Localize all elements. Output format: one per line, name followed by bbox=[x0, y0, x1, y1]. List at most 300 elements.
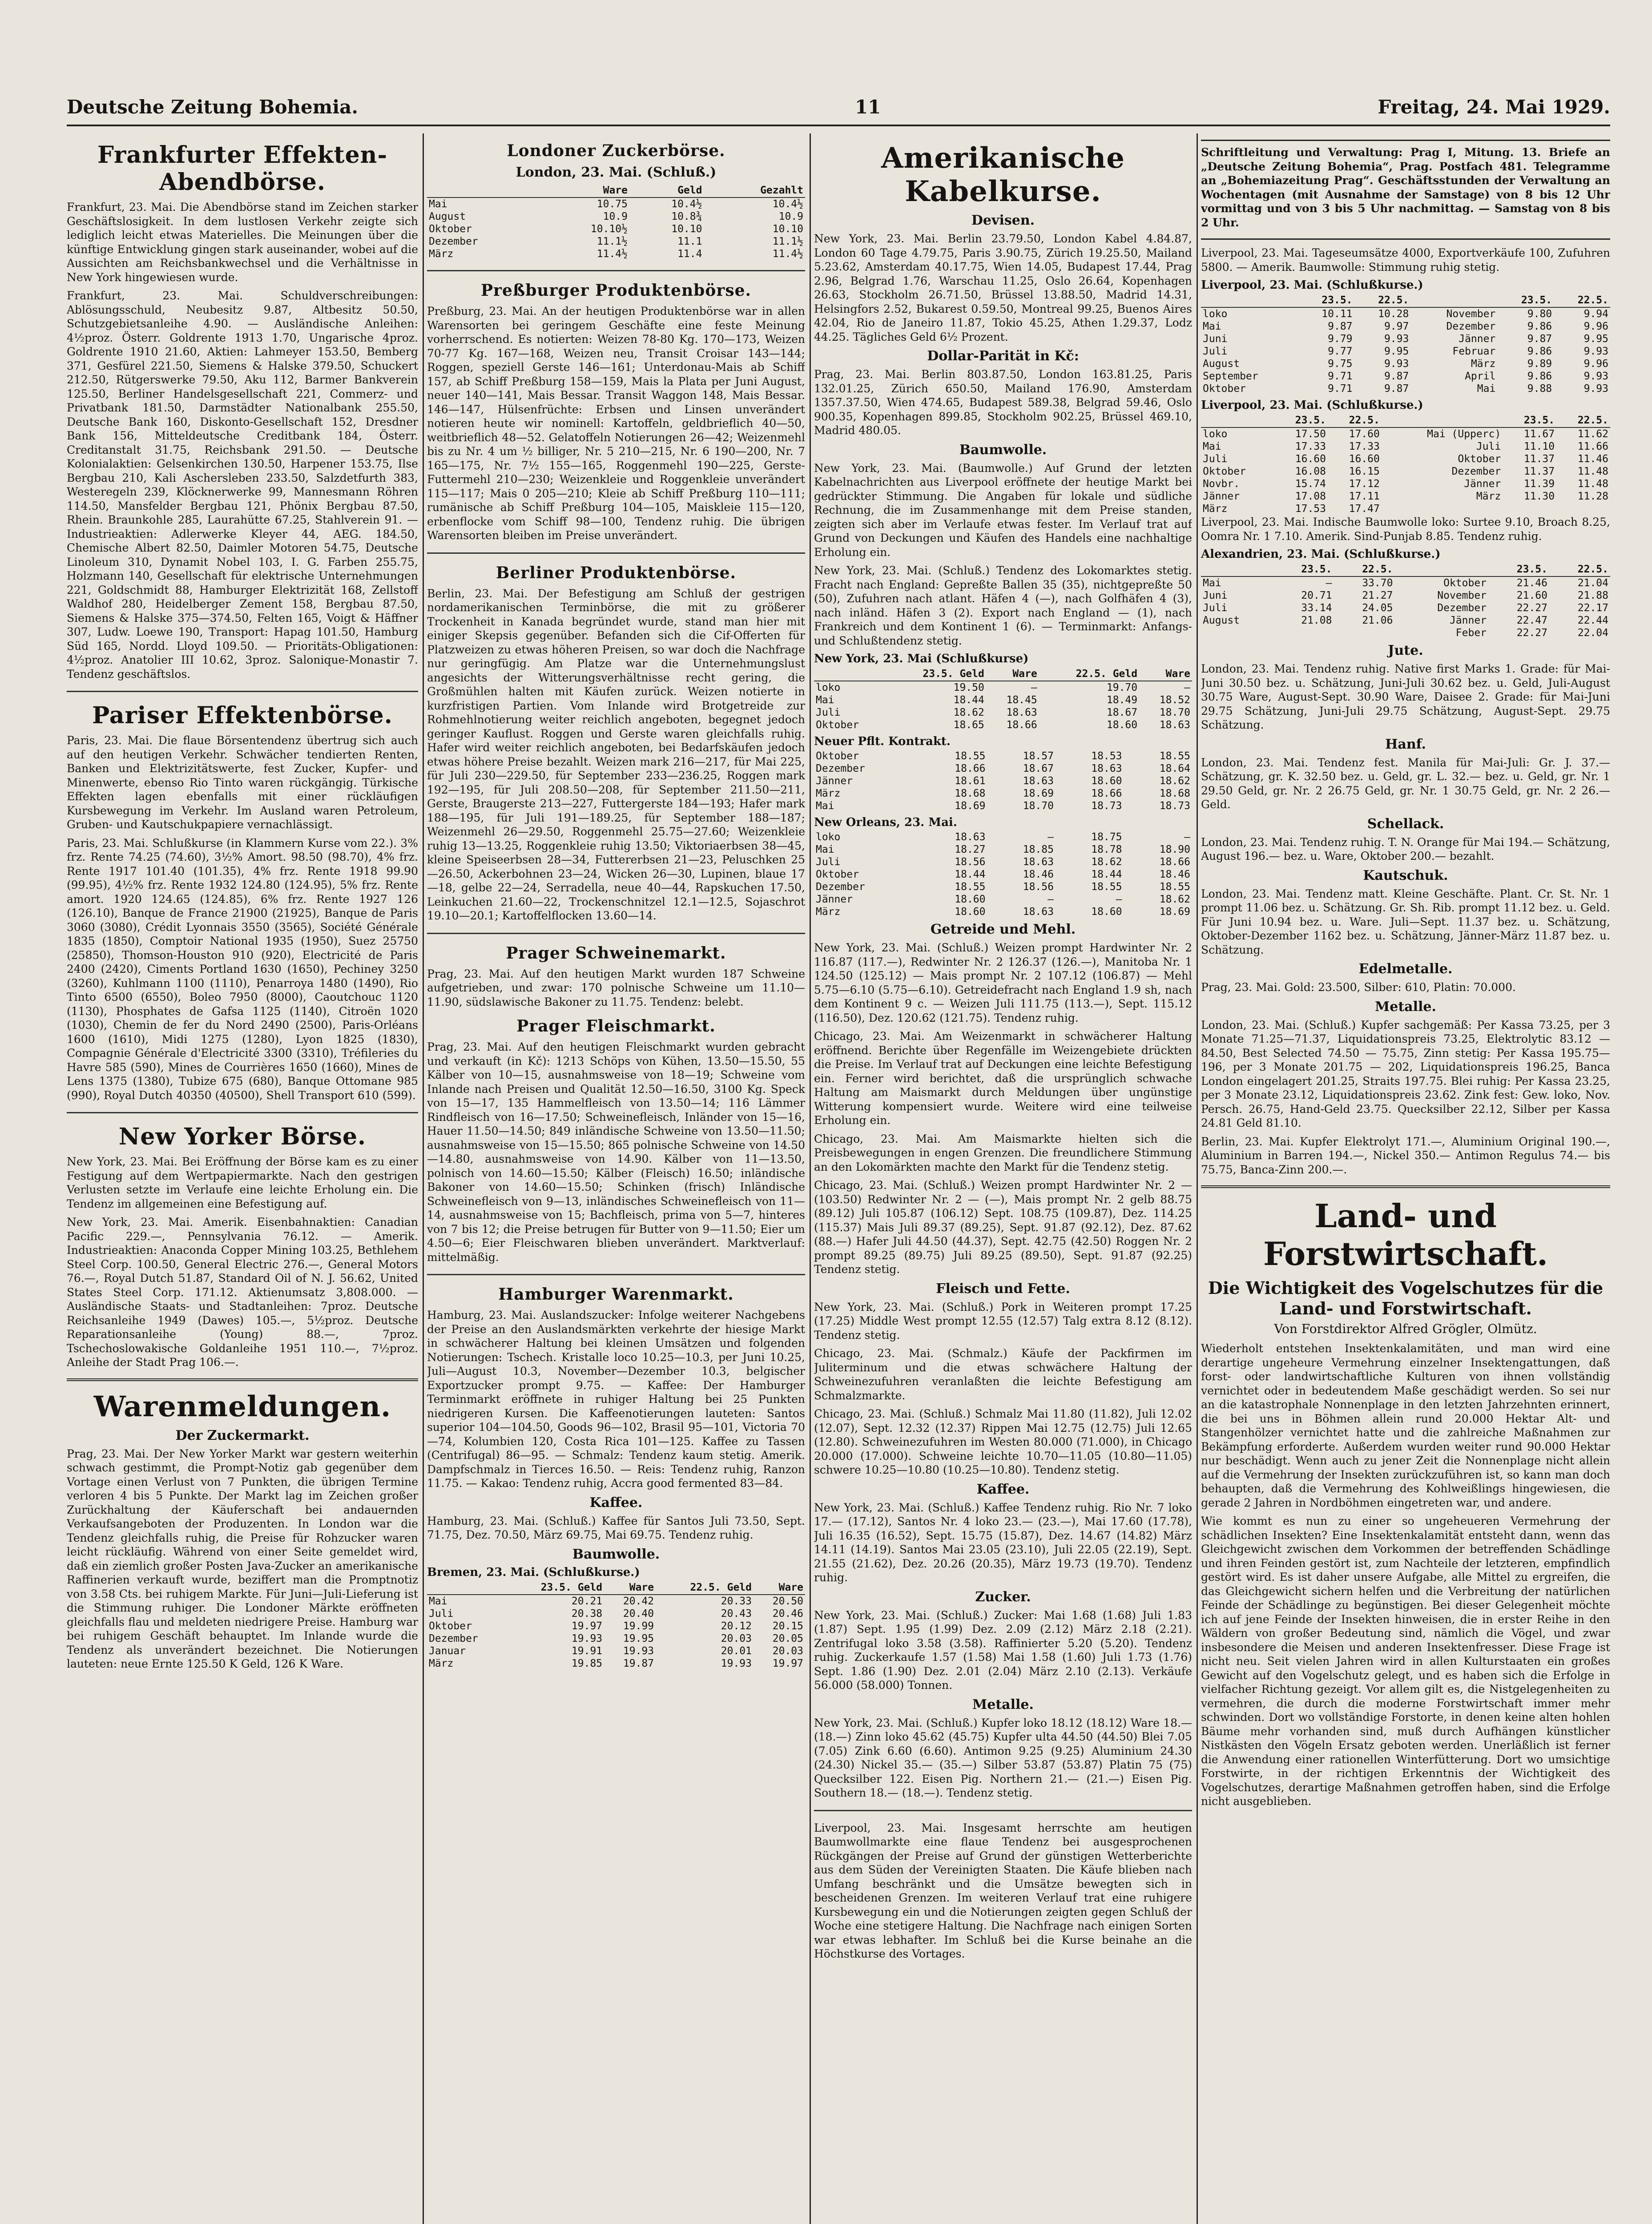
article-text: New York, 23. Mai. (Schluß.) Zucker: Mai 1.68 (1.68) Juli 1.83 (1.87) Sept. 1.95 (1.99) Dez. 2.09 (2.12) März 2.18 (2.21). Zentrifugal loko 3.58 (3.58). Raffinierter 5.20 (5.20). Tendenz ruhig. Zuckerkaufe 1.57 (1.58) Mai 1.58 (1.60) Juli 1.73 (1.76) Sept. 1.86 (1.90) Dez. 2.01 (2.04) März 2.10 (2.13). Verkäufe 56.000 (58.000) Tonnen. bbox=[814, 1608, 1192, 1692]
table-cell: 11.39 bbox=[1523, 478, 1555, 490]
table-cell: 21.88 bbox=[1577, 590, 1608, 601]
table-cell: 18.68 bbox=[1159, 788, 1190, 799]
table-cell: 9.94 bbox=[1584, 308, 1608, 320]
table-header-cell bbox=[427, 184, 542, 197]
table-cell: 11.48 bbox=[1577, 466, 1608, 477]
table-row bbox=[1201, 589, 1610, 602]
table-cell: 10.75 bbox=[596, 198, 628, 210]
table-cell: Juli bbox=[1203, 346, 1228, 357]
table-cell: Juni bbox=[1203, 590, 1228, 601]
article-text: Chicago, 23. Mai. (Schluß.) Schmalz Mai 11.80 (11.82), Juli 12.02 (12.07), Sept. 12.32 (12.37) Rippen Mai 12.75 (12.75) Juli 12.65 (12.80). Schweinezufuhren im Westen 80.000 (71.000), in Chicago 20.000 (17.000). Schweine leichte 10.70—11.05 (10.80—11.05) schwere 10.25—10.80 (10.25—10.80). Tendenz stetig. bbox=[814, 1407, 1192, 1476]
subsection-title: Dollar-Parität in Kč: bbox=[927, 348, 1079, 364]
table-cell: Jänner bbox=[1449, 615, 1487, 626]
article-text: Liverpool, 23. Mai. Tageseumsätze 4000, Exportverkäufe 100, Zufuhren 5800. — Amerik. Baumwolle: Stimmung ruhig stetig. bbox=[1201, 246, 1610, 274]
table-cell: 17.08 bbox=[1295, 491, 1326, 502]
table-cell: November bbox=[1437, 590, 1487, 601]
divider bbox=[67, 1378, 418, 1381]
article-text: London, 23. Mai. Tendenz matt. Kleine Geschäfte. Plant. Cr. St. Nr. 1 prompt 11.06 bez. u. Schätzung. Gr. Sh. Rib. prompt 11.12 bez. u. Geld. Für Juni 10.94 bez. u. Ware. Juli—Sept. 11.37 bez. u. Schätzung, Oktober-Dezember 1162 bez. u. Schätzung, Jänner-März 11.87 bez. u. Schätzung. bbox=[1201, 887, 1610, 956]
table-cell: 20.43 bbox=[721, 1608, 752, 1620]
column-3 bbox=[814, 133, 1192, 2224]
table-row bbox=[814, 831, 1192, 843]
article-text: Chicago, 23. Mai. (Schluß.) Weizen prompt Hardwinter Nr. 2 — (103.50) Redwinter Nr. 2 — (—), Mais prompt Nr. 2 gelb 88.75 (89.12) Juli 105.87 (106.12) Sept. 108.75 (109.87), Dez. 114.25 (115.37) Mais Juli 89.37 (89.25), Sept. 91.87 (92.12), Dez. 87.62 (88.—) Hafer Juli 44.50 (44.37), Sept. 42.75 (42.50) Roggen Nr. 2 prompt 89.25 (89.75) Juli 89.25 (89.50), Sept. 91.87 (92.25) Tendenz stetig. bbox=[814, 1179, 1192, 1276]
table-cell: 11.4 bbox=[677, 248, 702, 260]
section-title-paris: Pariser Effektenbörse. bbox=[92, 702, 393, 729]
table-row bbox=[814, 856, 1192, 868]
article-text: Chicago, 23. Mai. (Schmalz.) Käufe der Packfirmen im Juliterminum und die etwas schwächere Haltung der Schweinezufuhren veranlaßten die leichte Befestigung am Schmalzmarkte. bbox=[814, 1347, 1192, 1402]
table-cell: 15.74 bbox=[1295, 478, 1326, 490]
table-cell: Mai bbox=[1203, 577, 1221, 589]
table-header-cell: Geld bbox=[629, 184, 704, 197]
table-cell: 16.15 bbox=[1349, 466, 1380, 477]
table-cell: 18.61 bbox=[955, 775, 986, 787]
section-title-fleisch: Prager Fleischmarkt. bbox=[516, 1017, 716, 1035]
table-cell: 18.60 bbox=[1106, 719, 1138, 731]
table-cell: 21.60 bbox=[1516, 590, 1547, 601]
table-title: Liverpool, 23. Mai. (Schlußkurse.) bbox=[1201, 278, 1423, 292]
table-row bbox=[814, 800, 1192, 812]
table-header-cell: 23.5. bbox=[1274, 414, 1328, 427]
alexandria-table bbox=[1201, 563, 1610, 639]
table-cell: Jänner bbox=[1203, 491, 1240, 502]
table-title: New York, 23. Mai (Schlußkurse) bbox=[814, 652, 1029, 665]
table-cell: März bbox=[1203, 503, 1228, 515]
table-cell: 11.28 bbox=[1577, 491, 1608, 502]
table-cell: 18.63 bbox=[955, 831, 986, 843]
article-headline: Die Wichtigkeit des Vogelschutzes für die Land- und Forstwirtschaft. bbox=[1208, 1278, 1604, 1318]
column-1 bbox=[67, 133, 418, 2224]
table-cell: 21.27 bbox=[1362, 590, 1393, 601]
table-row bbox=[814, 706, 1192, 719]
table-cell: 20.40 bbox=[623, 1608, 654, 1620]
article-author: Von Forstdirektor Alfred Grögler, Olmütz. bbox=[1274, 1322, 1537, 1336]
article-text: Liverpool, 23. Mai. Indische Baumwolle loko: Surtee 9.10, Broach 8.25, Oomra Nr. 1 7.10. Amerik. Sind-Punjab 8.85. Tendenz ruhig. bbox=[1201, 516, 1610, 543]
table-header-cell bbox=[1201, 563, 1273, 576]
table-cell: Oktober bbox=[1203, 383, 1246, 395]
table-header-cell bbox=[814, 667, 886, 681]
table-cell: 11.46 bbox=[1577, 453, 1608, 465]
table-header-cell: 23.5. Geld bbox=[886, 667, 986, 681]
article-text: New York, 23. Mai. (Schluß.) Kupfer loko 18.12 (18.12) Ware 18.— (18.—) Zinn loko 45.62 (45.75) Kupfer ulta 44.50 (44.50) Blei 7.05 (7.05) Zink 6.60 (6.60). Antimon 9.25 (9.25) Aluminium 24.30 (24.30) Nickel 35.— (35.—) Silber 53.87 (53.87) Platin 75 (75) Quecksilber 122. Eisen Pig. Northern 21.— (21.—) Eisen Pig. Southern 18.— (18.—). Tendenz stetig. bbox=[814, 1716, 1192, 1799]
table-cell: 18.69 bbox=[1159, 906, 1190, 918]
subsection-title: Getreide und Mehl. bbox=[930, 922, 1076, 937]
table-header-cell: Gezahlt bbox=[704, 184, 805, 197]
table-cell: 18.44 bbox=[953, 694, 984, 706]
table-cell: loko bbox=[1203, 308, 1228, 320]
table-cell: 19.95 bbox=[623, 1632, 654, 1644]
table-row bbox=[427, 1620, 805, 1632]
table-cell: 18.63 bbox=[1159, 719, 1190, 731]
table-header-cell bbox=[1382, 414, 1503, 427]
table-cell: 11.67 bbox=[1523, 428, 1555, 440]
table-cell bbox=[1503, 503, 1556, 515]
table-header-cell: 22.5. Geld bbox=[1039, 667, 1139, 681]
table-cell: 11.62 bbox=[1577, 428, 1608, 440]
subsection-title: Kautschuk. bbox=[1363, 867, 1448, 883]
table-cell: 19.97 bbox=[571, 1620, 603, 1632]
section-title-hamburg: Hamburger Warenmarkt. bbox=[498, 1285, 734, 1304]
table-cell: 18.44 bbox=[955, 869, 986, 880]
subsection-title: Edelmetalle. bbox=[1358, 961, 1453, 977]
table-cell bbox=[1334, 627, 1394, 639]
table-header-cell: 23.5. bbox=[1298, 294, 1354, 307]
table-cell: 9.93 bbox=[1384, 358, 1409, 370]
table-cell: Dezember bbox=[1446, 321, 1496, 332]
article-text: Liverpool, 23. Mai. Insgesamt herrschte am heutigen Baumwollmarkte eine flaue Tendenz bei ausgesprochenen Rückgängen der Preise auf Grund der günstigen Wetterberichte aus dem Süden der Vereinigten Staaten. Die Käufe blieben nach Umfang beschränkt und die Umsätze bewegten sich in bescheidenen Grenzen. Im weiteren Verlauf trat eine ruhigere Kursbewegung ein und die Notierungen zeigten gegen Schluß der Woche eine stetigere Haltung. Die Nachfrage nach einigen Sorten war etwas lebhafter. Im Schluß bei die Kurse beinahe an die Höchstkurse des Vortages. bbox=[814, 1821, 1192, 1960]
table-cell: Dezember bbox=[429, 236, 478, 247]
table-cell: 18.73 bbox=[1159, 800, 1190, 812]
table-cell: Oktober bbox=[816, 719, 859, 731]
table-cell: 9.97 bbox=[1384, 321, 1409, 332]
table-cell: 17.12 bbox=[1349, 478, 1380, 490]
article-text: London, 23. Mai. Tendenz ruhig. Native first Marks 1. Grade: für Mai-Juni 30.50 bez. u. Schätzung, Juni-Juli 30.62 bez. u. Geld, Juli-August 30.75 Ware, August-Sept. 30.90 Ware, Daisee 2. Grade: für Mai-Juni 29.75 Schätzung, Juni-Juli 29.75 Schätzung, August-Sept. 29.75 Schätzung. bbox=[1201, 662, 1610, 731]
table-cell: März bbox=[429, 1657, 454, 1669]
table-cell: 18.70 bbox=[1023, 800, 1054, 812]
table-row bbox=[1201, 440, 1610, 453]
issue-date: Freitag, 24. Mai 1929. bbox=[1378, 96, 1610, 118]
table-cell: 10.10 bbox=[772, 223, 803, 235]
table-cell: Juli bbox=[429, 1608, 454, 1620]
subsection-title: Metalle. bbox=[1375, 999, 1436, 1015]
table-row bbox=[427, 235, 805, 248]
table-row bbox=[427, 197, 805, 210]
table-cell: 17.33 bbox=[1349, 441, 1380, 452]
table-cell: 9.96 bbox=[1584, 321, 1608, 332]
table-cell bbox=[1201, 627, 1273, 639]
table-cell: 20.15 bbox=[772, 1620, 803, 1632]
table-header-cell: Ware bbox=[604, 1581, 656, 1595]
table-cell: 11.48 bbox=[1577, 478, 1608, 490]
table-cell: Dezember bbox=[1437, 602, 1487, 614]
london-sugar-table bbox=[427, 184, 805, 260]
publisher-info-box bbox=[1201, 140, 1610, 240]
table-cell: 9.93 bbox=[1584, 346, 1608, 357]
table-cell: 33.70 bbox=[1362, 577, 1393, 589]
table-cell: März bbox=[816, 788, 841, 799]
table-cell: 10.8¾ bbox=[671, 211, 702, 222]
table-cell: 18.75 bbox=[1091, 831, 1122, 843]
table-cell: 18.85 bbox=[1023, 844, 1054, 855]
table-row bbox=[1201, 358, 1610, 370]
table-row bbox=[814, 893, 1192, 906]
article-text: London, 23. Mai. Tendenz ruhig. T. N. Orange für Mai 194.— Schätzung, August 196.— bez. u. Ware, Oktober 200.— bezahlt. bbox=[1201, 835, 1610, 862]
table-cell: 19.93 bbox=[721, 1657, 752, 1669]
divider bbox=[1201, 1185, 1610, 1188]
table-cell: 11.66 bbox=[1577, 441, 1608, 452]
liverpool-table-2 bbox=[1201, 414, 1610, 515]
table-cell: Juli bbox=[1203, 453, 1228, 465]
table-cell: 18.55 bbox=[1159, 750, 1190, 762]
table-cell: April bbox=[1465, 371, 1496, 382]
table-row bbox=[814, 681, 1192, 694]
table-cell bbox=[1382, 503, 1503, 515]
table-title: Liverpool, 23. Mai. (Schlußkurse.) bbox=[1201, 399, 1423, 412]
table-cell: 16.08 bbox=[1295, 466, 1326, 477]
table-cell: 18.55 bbox=[1091, 881, 1122, 893]
table-cell: 9.95 bbox=[1384, 346, 1409, 357]
article-text: New York, 23. Mai. (Baumwolle.) Auf Grund der letzten Kabelnachrichten aus Liverpool eröffnete der heutige Markt bei gedrückter Stimmung. Die Angaben für lokale und südliche Rechnung, die im Zusammenhange mit dem Preise standen, zeigten sich aber im Verlaufe etwas fester. Im Verlauf trat auf Grund von Deckungen und Käufen des Handels eine nachhaltige Erholung ein. bbox=[814, 461, 1192, 559]
table-cell: 19.99 bbox=[623, 1620, 654, 1632]
table-cell: 18.64 bbox=[1159, 763, 1190, 774]
table-row bbox=[814, 787, 1192, 800]
table-cell: 18.62 bbox=[953, 707, 984, 718]
table-header-cell: 23.5. bbox=[1488, 563, 1549, 576]
table-row bbox=[814, 868, 1192, 881]
table-cell: 21.06 bbox=[1362, 615, 1393, 626]
table-cell: Mai (Upperc) bbox=[1427, 428, 1501, 440]
table-cell: 10.9 bbox=[603, 211, 628, 222]
table-row bbox=[1201, 307, 1610, 320]
table-cell: Oktober bbox=[1443, 577, 1487, 589]
table-cell: 11.37 bbox=[1523, 453, 1555, 465]
table-cell: 11.4½ bbox=[772, 248, 803, 260]
table-row bbox=[1201, 614, 1610, 627]
bremen-cotton-table bbox=[427, 1581, 805, 1670]
table-cell: 18.67 bbox=[1106, 707, 1138, 718]
section-title-frankfurt: Frankfurter Effekten-Abendbörse. bbox=[97, 141, 388, 196]
table-cell: 16.60 bbox=[1349, 453, 1380, 465]
article-text: Frankfurt, 23. Mai. Die Abendbörse stand im Zeichen starker Geschäftslosigkeit. In dem lustlosen Verkehr zeigte sich lediglich leicht etwas Materielles. Die Meinungen über die künftige Entwicklung gingen stark auseinander, wobei auf die Aussichten am Reichsbankwechsel und die Verhältnisse in New York hingewiesen wurde. bbox=[67, 201, 418, 284]
table-cell: November bbox=[1446, 308, 1496, 320]
table-cell: 17.60 bbox=[1349, 428, 1380, 440]
table-cell: 9.77 bbox=[1328, 346, 1353, 357]
article-text: Prag, 23. Mai. Der New Yorker Markt war gestern weiterhin schwach gestimmt, die Prompt-Notiz gab gegenüber dem Vortage einen Verlust von 7 Punkten, die übrigen Termine verloren 4 bis 5 Punkte. Der Markt lag im Zeichen großer Zurückhaltung der Käuferschaft bei andauernden Verkaufsangeboten der Produzenten. In London war die Tendenz gleichfalls ruhig, die Preise für Rohzucker waren leicht rückläufig. Während von einer Seite gemeldet wird, daß ein ziemlich großer Posten Java-Zucker an amerikanische Raffinerien verkauft wurde, beziffert man die Promptnotiz von 3.58 Cts. bei ruhigem Markte. Für Juni—Juli-Lieferung ist die Stimmung ruhiger. Die Londoner Märkte eröffneten gleichfalls flau und meldeten niedrigere Preise. Hamburg war bei ruhigem Geschäft behauptet. Im Inlande wurde die Tendenz als unverändert bezeichnet. Die Notierungen lauteten: neue Ernte 125.50 K Geld, 126 K Ware. bbox=[67, 1447, 418, 1670]
table-cell: 9.96 bbox=[1584, 358, 1608, 370]
table-cell: August bbox=[1203, 615, 1240, 626]
article-text: Prag, 23. Mai. Auf den heutigen Markt wurden 187 Schweine aufgetrieben, und zwar: 170 polnische Schweine um 11.10—11.90, südslawische Bakoner zu 11.75. Tendenz: belebt. bbox=[427, 967, 805, 1008]
table-cell: März bbox=[1476, 491, 1501, 502]
table-cell bbox=[1273, 627, 1334, 639]
table-cell: 19.85 bbox=[571, 1657, 603, 1669]
table-cell: 18.78 bbox=[1091, 844, 1122, 855]
table-row bbox=[427, 1657, 805, 1670]
section-title-schweine: Prager Schweinemarkt. bbox=[506, 943, 726, 963]
table-cell: 19.93 bbox=[623, 1645, 654, 1657]
table-cell bbox=[1556, 503, 1610, 515]
table-header-cell: 22.5. Geld bbox=[656, 1581, 753, 1595]
table-cell: 22.44 bbox=[1577, 615, 1608, 626]
subsection-title: Schellack. bbox=[1367, 816, 1444, 832]
table-cell: 18.66 bbox=[955, 763, 986, 774]
table-cell: 9.87 bbox=[1527, 333, 1552, 345]
table-cell: 11.1 bbox=[677, 236, 702, 247]
table-cell: Novbr. bbox=[1203, 478, 1240, 490]
subsection-title: Devisen. bbox=[971, 213, 1035, 228]
table-cell: 20.33 bbox=[721, 1595, 752, 1607]
table-cell: 18.57 bbox=[1023, 750, 1054, 762]
table-cell: 9.71 bbox=[1328, 383, 1353, 395]
table-cell: 18.70 bbox=[1159, 707, 1190, 718]
subsection-title: Zucker. bbox=[975, 1589, 1031, 1605]
table-cell: 20.21 bbox=[571, 1595, 603, 1607]
table-cell: 21.04 bbox=[1577, 577, 1608, 589]
table-cell: 18.52 bbox=[1159, 694, 1190, 706]
table-cell: Jänner bbox=[1464, 478, 1501, 490]
table-header-cell bbox=[427, 1581, 506, 1595]
table-header-cell: Ware bbox=[542, 184, 629, 197]
table-cell: 10.10 bbox=[671, 223, 702, 235]
table-row bbox=[814, 750, 1192, 762]
table-cell: Jänner bbox=[1459, 333, 1496, 345]
table-cell: 10.4½ bbox=[772, 198, 803, 210]
table-header-cell: 22.5. bbox=[1556, 414, 1610, 427]
table-cell: 9.87 bbox=[1384, 383, 1409, 395]
article-text: Wie kommt es nun zu einer so ungeheueren Vermehrung der schädlichen Insekten? Eine Insektenkalamität entsteht dann, wenn das Gleichgewicht zwischen dem Vorkommen der betreffenden Schädlinge und ihren Feinden gestört ist, zum Nachteile der letzteren, empfindlich gestört wird. Es ist daher unsere Aufgabe, alle Mittel zu ergreifen, die das Gleichgewicht sichern helfen und die Verbreitung der natürlichen Feinde der Schädlinge zu begünstigen. Bei dieser Gelegenheit möchte ich auf jene Feinde der Insekten hinweisen, die in erster Reihe in den Wäldern von großer Bedeutung sind, nämlich die Vögel, und zwar insbesondere die Meisen und anderen Insektenfresser. Diese Frage ist nicht neu. Seit vielen Jahren wird in allen Kulturstaaten ein großes Gewicht auf den Vogelschutz gelegt, und es haben sich die Erfolge in vielfacher Richtung gezeigt. Vor allem gilt es, die Nistgelegenheiten zu vermehren, die durch die moderne Forstwirtschaft immer mehr schwinden. Dort wo vollständige Forstorte, in denen keine alten hohlen Bäume mehr vorhanden sind, muß durch Aufhängen künstlicher Nistkästen den Vögeln Ersatz geboten werden. Unerläßlich ist ferner die Anwendung einer rationellen Winterfütterung. Dort wo umsichtige Forstwirte, in der richtigen Erkenntnis der Wichtigkeit des Vogelschutzes, derartige Maßnahmen getroffen haben, sind die Erfolge nicht ausgeblieben. bbox=[1201, 1515, 1610, 1808]
table-cell: 20.46 bbox=[772, 1608, 803, 1620]
table-cell: Juli bbox=[1476, 441, 1501, 452]
table-cell: 19.91 bbox=[571, 1645, 603, 1657]
new-contract-table bbox=[814, 750, 1192, 812]
table-row bbox=[1201, 427, 1610, 440]
table-cell: 17.33 bbox=[1295, 441, 1326, 452]
table-cell: Dezember bbox=[429, 1632, 478, 1644]
table-cell: 18.55 bbox=[955, 750, 986, 762]
table-header-cell: Ware bbox=[753, 1581, 805, 1595]
table-cell: Mai bbox=[1203, 441, 1221, 452]
table-row bbox=[814, 719, 1192, 731]
table-row bbox=[427, 248, 805, 260]
table-cell: 11.4½ bbox=[596, 248, 628, 260]
article-text: Prag, 23. Mai. Gold: 23.500, Silber: 610, Platin: 70.000. bbox=[1201, 981, 1516, 994]
column-rule bbox=[1197, 133, 1198, 2224]
article-text: Chicago, 23. Mai. Am Maismarkte hielten sich die Preisbewegungen in engen Grenzen. Die freundlichere Stimmung an den Lokomärkten machte den Markt für die Tendenz stetig. bbox=[814, 1132, 1192, 1173]
divider bbox=[67, 1112, 418, 1113]
publisher-info: Schriftleitung und Verwaltung: Prag I, Mitung. 13. Briefe an „Deutsche Zeitung Bohemia“, Prag. Postfach 481. Telegramme an „Bohemiazeitung Prag“. Geschäftsstunden der Verwaltung an Wochentagen (mit Ausnahme der Samstage) von 8 bis 12 Uhr vormittag und von 3 bis 5 Uhr nachmittag. — Samstag von 8 bis 2 Uhr. bbox=[1201, 146, 1610, 229]
ny-cotton-table bbox=[814, 667, 1192, 731]
table-title: Neuer Pflt. Kontrakt. bbox=[814, 735, 951, 748]
table-cell: Januar bbox=[429, 1645, 466, 1657]
table-cell: 9.89 bbox=[1527, 358, 1552, 370]
table-row bbox=[1201, 490, 1610, 503]
table-cell: Februar bbox=[1452, 346, 1496, 357]
section-title-berlin: Berliner Produktenbörse. bbox=[496, 563, 737, 582]
table-cell: 18.56 bbox=[1023, 881, 1054, 893]
article-text: New York, 23. Mai. Bei Eröffnung der Börse kam es zu einer Festigung auf dem Wertpapiermarkte. Nach den gestrigen Verlusten setzte im Verlaufe eine leichte Erholung ein. Die Tendenz im allgemeinen eine Befestigung auf. bbox=[67, 1155, 418, 1210]
table-cell: 33.14 bbox=[1301, 602, 1332, 614]
table-row bbox=[1201, 478, 1610, 490]
table-row bbox=[1201, 320, 1610, 333]
table-row bbox=[1201, 627, 1610, 639]
table-cell: 22.47 bbox=[1516, 615, 1547, 626]
table-row bbox=[1201, 345, 1610, 358]
table-cell: 18.63 bbox=[1006, 707, 1037, 718]
table-cell: Oktober bbox=[429, 1620, 472, 1632]
table-cell: 11.30 bbox=[1523, 491, 1555, 502]
subsection-title: Der Zuckermarkt. bbox=[175, 1427, 310, 1443]
table-cell: Juli bbox=[816, 856, 841, 868]
table-cell: 18.55 bbox=[955, 881, 986, 893]
table-cell: loko bbox=[816, 831, 841, 843]
section-title-kabelkurse: Amerikanische Kabelkurse. bbox=[881, 141, 1125, 208]
table-cell: Dezember bbox=[816, 763, 865, 774]
table-row bbox=[1201, 370, 1610, 383]
column-2 bbox=[427, 133, 805, 2224]
table-cell: 20.05 bbox=[772, 1632, 803, 1644]
divider bbox=[427, 933, 805, 934]
table-cell: 9.87 bbox=[1328, 321, 1353, 332]
table-cell: März bbox=[816, 906, 841, 918]
table-cell: 18.69 bbox=[955, 800, 986, 812]
table-cell: 18.60 bbox=[955, 894, 986, 905]
table-cell: 9.86 bbox=[1527, 346, 1552, 357]
article-text: London, 23. Mai. (Schluß.) Kupfer sachgemäß: Per Kassa 73.25, per 3 Monate 71.25—71.37, Liquidationspreis 73.25, Elektrolytic 83.12 — 84.50, Best Selected 74.50 — 75.75, Zinn stetig: Per Kassa 195.75—196, per 3 Monate 201.75 — 202, Liquidationspreis 196.25, Banca London eingelagert 201.25, Straits 197.75. Blei ruhig: Per Kassa 23.25, per 3 Monate 23.12, Liquidationspreis 23.62. Zink fest: Gew. loko, Nov. Persch. 26.75, Hand-Geld 23.75. Quecksilber 22.12, Silber per Kassa 24.81 Geld 81.10. bbox=[1201, 1018, 1610, 1129]
table-cell: 18.55 bbox=[1159, 881, 1190, 893]
table-cell: 18.49 bbox=[1106, 694, 1138, 706]
table-cell: 9.71 bbox=[1328, 371, 1353, 382]
divider bbox=[427, 270, 805, 271]
table-cell: August bbox=[1203, 358, 1240, 370]
table-cell: Dezember bbox=[816, 881, 865, 893]
table-cell: Feber bbox=[1455, 627, 1487, 639]
newspaper-name: Deutsche Zeitung Bohemia. bbox=[67, 96, 358, 118]
table-header-cell: Ware bbox=[1139, 667, 1192, 681]
table-cell: 20.12 bbox=[721, 1620, 752, 1632]
subsection-title: Metalle. bbox=[972, 1696, 1034, 1712]
table-cell: 19.87 bbox=[623, 1657, 654, 1669]
table-cell: — bbox=[1326, 577, 1332, 589]
table-cell: Dezember bbox=[1451, 466, 1501, 477]
table-cell: 22.04 bbox=[1577, 627, 1608, 639]
table-cell: 18.62 bbox=[1159, 775, 1190, 787]
article-text: New York, 23. Mai. (Schluß.) Kaffee Tendenz ruhig. Rio Nr. 7 loko 17.— (17.12), Santos Nr. 4 loko 23.— (23.—), Mai 17.60 (17.78), Juli 16.35 (16.52), Sept. 15.75 (15.87), Dez. 14.67 (14.82) März 14.11 (14.19). Santos Mai 23.05 (23.10), Juli 22.05 (22.19), Sept. 21.55 (21.62), Dez. 20.26 (20.35), März 19.73 (19.70). Tendenz ruhig. bbox=[814, 1501, 1192, 1584]
table-cell: 18.60 bbox=[955, 906, 986, 918]
article-text: Prag, 23. Mai. Auf den heutigen Fleischmarkt wurden gebracht und verkauft (in Kč): 1213 Schöps von Kühen, 13.50—15.50, 55 Kälber von 10—15, ausnahmsweise von 18—19; Schweine vom Inlande nach Preisen und Qualität 12.50—16.50, 3100 Kg. Speck von 15—17, 135 Hammelfleisch von 13.50—14; 116 Lämmer Rindfleisch von 16—17.50; Schweinefleisch, Inländer von 15—16, Hauer 11.50—14.50; 849 inländische Schweine von 13.50—11.50; ausnahmsweise von 15—15.50; 865 polnische Schweine von 14.50—14.80, ausnahmsweise von 14.90. Kälber von 11—13.50, polnisch von 14.60—15.50; Kälber (Fleisch) 16.50; inländische Bakoner von 14.60—15.50; Schinken (frisch) Inländische Schweinefleisch von 9—13, inländisches Schweinefleisch von 11—14, ausnahmsweise von 15; Bachfleisch, prima von 5—7, hinteres von 7 bis 12; die Preise betrugen für Butter von 9—11.50; Eier um 4.50—6; Eier Fleischwaren blieben unverändert. Marktverlauf: mittelmäßig. bbox=[427, 1040, 805, 1264]
table-header-cell: Ware bbox=[986, 667, 1039, 681]
table-cell: 22.27 bbox=[1516, 627, 1547, 639]
subsection-title: London, 23. Mai. (Schluß.) bbox=[516, 165, 717, 180]
section-title-london: Londoner Zuckerbörse. bbox=[507, 141, 725, 160]
table-cell: 16.60 bbox=[1295, 453, 1326, 465]
table-cell: loko bbox=[816, 682, 841, 693]
article-text: Berlin, 23. Mai. Der Befestigung am Schluß der gestrigen nordamerikanischen Terminbörse, die mit zu größerer Trockenheit in Kanada begründet wurde, stand man hier mit einiger Skepsis gegenüber. Befanden sich die Cif-Offerten für Platzweizen zu etwas höheren Preisen, so war doch die Nachfrage nur geringfügig. Am Platze war die Unternehmungslust angesichts der Witterungsverhältnisse recht gering, die Großmühlen halten mit Käufen zurück. Weizen notierte in kurzfristigen Partien. Vom Inlande wird Brotgetreide zur Rohmehlnotierung weiter reichlich angeboten, begegnet jedoch geringer Kauflust. Roggen und Gerste waren gleichfalls ruhig. Hafer wird weiter reichlich angeboten, bei Bedarfskäufen jedoch etwas höhere Preise bezahlt. Weizen mark 216—217, für Mai 225, für Juli 230—229.50, für September 233—236.25, Roggen mark 192—195, für Juli 208.50—208, für September 211.50—211, Gerste, Braugerste 213—227, Futtergerste 184—193; Hafer mark 188—195, für Juli 191—189.25, für September 188—187; Weizenmehl 26—29.50, Roggenmehl 25.75—27.60; Weizenkleie ruhig 13—13.25, Roggenkleie ruhig 13.50; Viktoriaerbsen 38—45, kleine Speiseerbsen 28—34, Futtererbsen 21—23, Peluschken 25—26.50, Ackerbohnen 23—24, Wicken 26—30, Lupinen, blaue 17—18, gelbe 22—24, Serradella, neue 40—44, Rapskuchen 17.50, Leinkuchen 21.60—22, Trockenschnitzel 12.1—12.5, Sojaschrot 19.10—20.1; Kartoffelflocken 13.60—14. bbox=[427, 587, 805, 922]
article-text: London, 23. Mai. Tendenz fest. Manila für Mai-Juli: Gr. J. 37.— Schätzung, gr. K. 32.50 bez. u. Geld, gr. L. 32.— bez. u. Geld, gr. Nr. 1 29.50 Geld, gr. Nr. 2 26.75 Geld, gr. Nr. 1 30.75 Geld, gr. Nr. 2 26.— Geld. bbox=[1201, 756, 1610, 811]
table-cell: Oktober bbox=[1458, 453, 1501, 465]
table-header-cell: 23.5. bbox=[1497, 294, 1554, 307]
table-cell: 10.11 bbox=[1322, 308, 1353, 320]
table-row bbox=[814, 694, 1192, 706]
table-cell: 17.53 bbox=[1295, 503, 1326, 515]
column-4 bbox=[1201, 133, 1610, 2224]
subsection-title: Kaffee. bbox=[976, 1481, 1030, 1497]
subsection-title: Baumwolle. bbox=[572, 1546, 660, 1562]
article-text: New York, 23. Mai. Amerik. Eisenbahnaktien: Canadian Pacific 229.—, Pennsylvania 76.12. — Amerik. Industrieaktien: Anaconda Copper Mining 103.25, Bethlehem Steel Corp. 100.50, General Electric 276.—, General Motors 76.—, Royal Dutch 51.87, Standard Oil of N. J. 56.62, United States Steel Corp. 171.12. Aktienumsatz 3,808.000. — Ausländische Staats- und Stadtanleihen: 7proz. Deutsche Reichsanleihe 1949 (Dawes) 105.—, 5½proz. Deutsche Reparationsanleihe (Young) 88.—, 7proz. Tschechoslowakische Goldanleihe 1951 110.—, 7½proz. Anleihe der Stadt Prag 106.—. bbox=[67, 1216, 418, 1369]
table-cell: 9.93 bbox=[1584, 371, 1608, 382]
table-cell: 9.80 bbox=[1527, 308, 1552, 320]
table-cell: 10.4½ bbox=[671, 198, 702, 210]
table-cell: Oktober bbox=[1203, 466, 1246, 477]
table-cell: 9.86 bbox=[1527, 321, 1552, 332]
table-row bbox=[1201, 383, 1610, 395]
table-cell: Juli bbox=[816, 707, 841, 718]
table-cell: loko bbox=[1203, 428, 1228, 440]
table-header-cell: 23.5. Geld bbox=[506, 1581, 604, 1595]
table-cell: August bbox=[429, 211, 466, 222]
table-cell: Jänner bbox=[816, 775, 853, 787]
table-cell: Mai bbox=[429, 198, 447, 210]
article-text: Paris, 23. Mai. Schlußkurse (in Klammern Kurse vom 22.). 3% frz. Rente 74.25 (74.60), 3½% Amort. 98.50 (98.70), 4% frz. Rente 1917 101.40 (101.35), 4% frz. Rente 1918 99.90 (99.95), 4½% frz. Rente 1932 124.80 (124.95), 5% frz. Rente amort. 1920 124.65 (124.85), 6% frz. Rente 1927 126 (126.10), Banque de France 21900 (21925), Banque de Paris 3060 (3080), Crédit Lyonnais 3550 (3565), Société Générale 1835 (1850), Comptoir National 1935 (1950), Suez 25750 (25850), Thomson-Houston 910 (920), Electricité de Paris 2400 (2420), Ciments Portland 1630 (1650), Pechiney 3250 (3260), Kuhlmann 1100 (1110), Penarroya 1480 (1490), Rio Tinto 6500 (6550), Boleo 7950 (8000), Caoutchouc 1120 (1130), Phosphates de Gafsa 1125 (1140), Citroën 1020 (1030), Chemin de fer du Nord 2490 (2500), Paris-Orléans 1600 (1610), Midi 1275 (1280), Lyon 1825 (1830), Compagnie Générale d'Electricité 3300 (3310), Tréfileries du Havre 585 (590), Mines de Courrières 1650 (1660), Mines de Lens 1375 (1380), Tubize 675 (680), Banque Ottomane 985 (990), Royal Dutch 40350 (40500), Shell Transport 610 (599). bbox=[67, 836, 418, 1102]
article-text: New York, 23. Mai. (Schluß.) Pork in Weiteren prompt 17.25 (17.25) Middle West prompt 12.55 (12.57) Talg extra 8.12 (8.12). Tendenz stetig. bbox=[814, 1300, 1192, 1342]
table-cell: 20.42 bbox=[623, 1595, 654, 1607]
table-row bbox=[1201, 576, 1610, 589]
table-header-cell: 22.5. bbox=[1549, 563, 1610, 576]
table-row bbox=[427, 223, 805, 235]
column-rule bbox=[423, 133, 424, 2224]
table-cell: 11.10 bbox=[1523, 441, 1555, 452]
article-text: New York, 23. Mai. (Schluß.) Weizen prompt Hardwinter Nr. 2 116.87 (117.—), Redwinter Nr. 2 126.37 (126.—), Manitoba Nr. 1 124.50 (125.12) — Mais prompt Nr. 2 107.12 (106.87) — Mehl 5.75—6.10 (5.75—6.10). Getreidefracht nach England 1.9 sh, nach dem Kontinent 9 c. — Weizen Juli 111.75 (113.—), Sept. 115.12 (116.50), Dez. 120.62 (121.75). Tendenz ruhig. bbox=[814, 941, 1192, 1024]
divider bbox=[427, 552, 805, 554]
table-cell: 18.45 bbox=[1006, 694, 1037, 706]
table-cell: 18.46 bbox=[1023, 869, 1054, 880]
table-cell: Oktober bbox=[816, 750, 859, 762]
